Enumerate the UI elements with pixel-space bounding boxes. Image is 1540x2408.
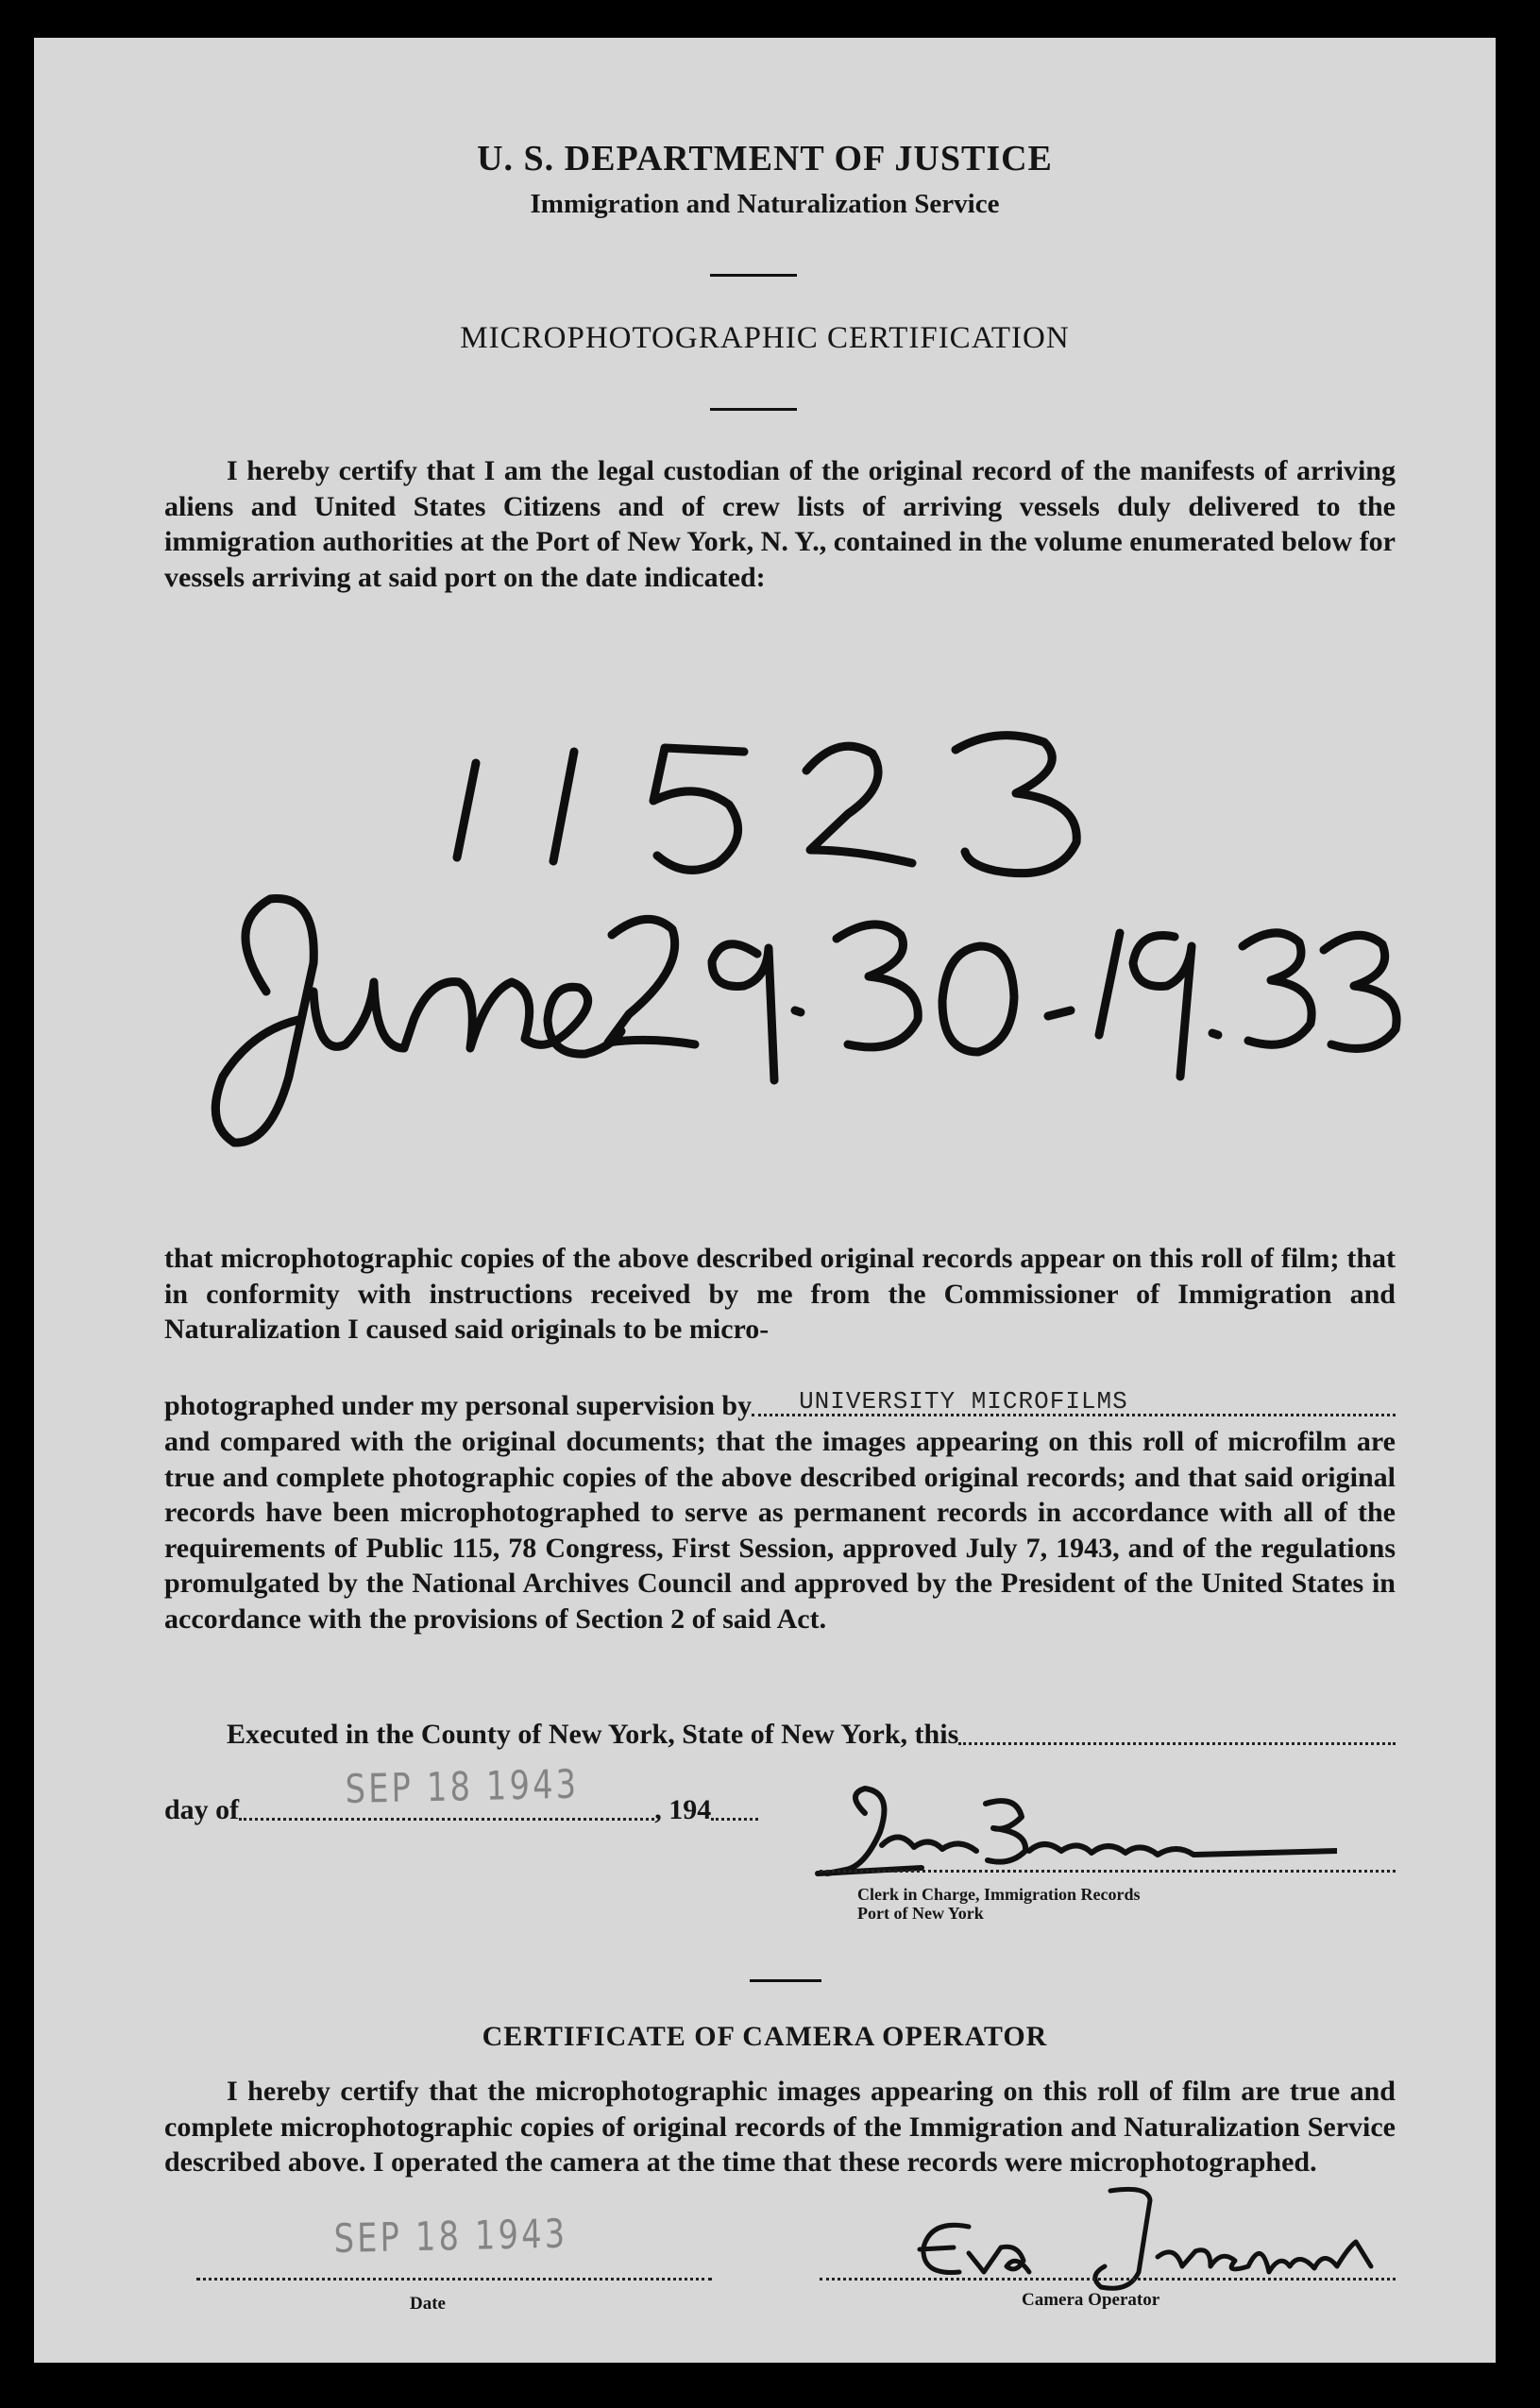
comparison-paragraph: and compared with the original documents; that the images appearing on this roll of microfilm are true and complete photographic copies of the above described original records; and that said original records have been microphotographed to serve as permanent records in accordance with all of the requirements of Public 115, 78 Congress, First Session, approved July 7, 1943, and of the regulations promulgated by the National Archives Council and approved by the President of the United States in accordance with the provisions of Section 2 of said Act. — [164, 1426, 1396, 1635]
divider-rule — [750, 1979, 821, 1982]
supervision-line — [164, 1384, 1396, 1422]
year-label: , 194 — [654, 1794, 712, 1825]
divider-rule — [710, 274, 797, 277]
custodian-paragraph: I hereby certify that I am the legal custodian of the original record of the manifests of arriving aliens and United States Citizens and of crew lists of arriving vessels duly delivered to the immigration authorities at the Port of New York, N. Y., contained in the volume enumerated below for vessels arriving at said port on the date indicated: — [164, 455, 1396, 593]
executed-text: Executed in the County of New York, State of New York, this — [227, 1719, 959, 1750]
clerk-signature-line — [820, 1870, 1396, 1873]
certification-title: MICROPHOTOGRAPHIC CERTIFICATION — [460, 321, 1070, 355]
handwritten-volume-number — [457, 736, 1076, 873]
clerk-title — [857, 1885, 1140, 1923]
date-signature-line — [196, 2278, 712, 2281]
date-stamp: SEP 18 1943 — [345, 1760, 580, 1812]
executed-line — [227, 1713, 1396, 1751]
day-of-label: day of — [164, 1794, 240, 1825]
divider-rule — [710, 408, 797, 411]
department-title: U. S. DEPARTMENT OF JUSTICE — [477, 139, 1053, 178]
clerk-signature — [808, 1775, 1337, 1879]
camera-paragraph: I hereby certify that the microphotographic images appearing on this roll of film are true and complete microphotographic copies of original records of the Immigration and Naturalization Service described above. I operated the camera at the time that these records were microphotographed. — [164, 2076, 1396, 2178]
camera-operator-label: Camera Operator — [1022, 2290, 1160, 2310]
year-blank — [711, 1789, 758, 1821]
clerk-title-line1: Clerk in Charge, Immigration Records — [857, 1885, 1141, 1904]
certificate-page — [34, 38, 1496, 2363]
clerk-title-line2: Port of New York — [857, 1904, 984, 1923]
camera-certificate-title: CERTIFICATE OF CAMERA OPERATOR — [482, 2021, 1048, 2052]
executed-blank — [958, 1714, 1396, 1745]
handwritten-volume-dates — [215, 899, 1396, 1144]
camera-date-stamp: SEP 18 1943 — [333, 2210, 568, 2262]
service-subtitle: Immigration and Naturalization Service — [530, 189, 1000, 219]
supervision-prefix: photographed under my personal supervision by — [164, 1390, 753, 1421]
copies-paragraph: that microphotographic copies of the above described original records appear on this roll of film; that in conformity with instructions received by me from the Commissioner of Immigration and Naturalization I caused said originals to be micro- — [164, 1243, 1396, 1345]
photographer-name: UNIVERSITY MICROFILMS — [799, 1387, 1128, 1416]
photographer-field — [752, 1385, 1396, 1416]
date-label: Date — [410, 2294, 446, 2314]
operator-signature-line — [820, 2278, 1396, 2281]
